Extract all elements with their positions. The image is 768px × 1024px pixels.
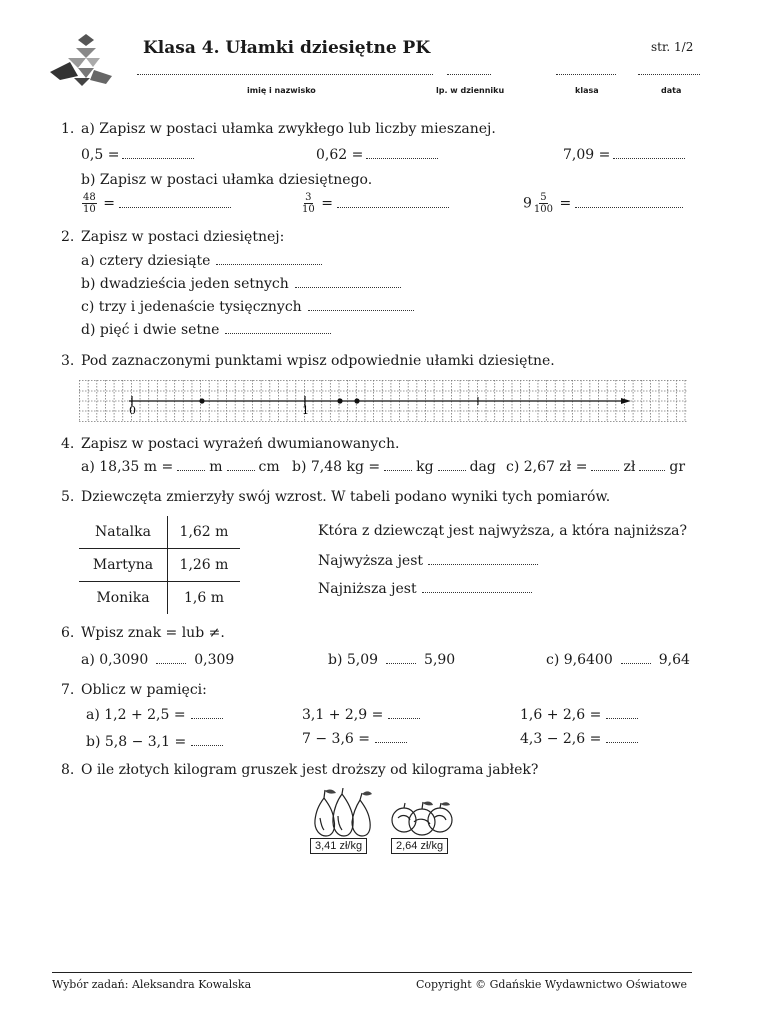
- task-8-number: 8.: [61, 762, 75, 778]
- page-title: Klasa 4. Ułamki dziesiętne PK: [143, 38, 431, 58]
- fraction: $\frac{5}{100}$: [533, 192, 554, 215]
- footer-copyright: Copyright © Gdańskie Wydawnictwo Oświatowe: [416, 978, 688, 991]
- task-1b-item-1: $\frac{48}{10}$ =: [80, 192, 231, 215]
- task-7-row1-item-1: a) 1,2 + 2,5 =: [86, 706, 223, 723]
- answer-line[interactable]: [428, 552, 538, 565]
- fraction: $\frac{3}{10}$: [302, 192, 315, 215]
- task-1a-item-1: 0,5 =: [81, 146, 194, 163]
- footer-author: Wybór zadań: Aleksandra Kowalska: [52, 978, 252, 991]
- task-4-item-c: c) 2,67 zł = zł gr: [506, 459, 686, 475]
- answer-line[interactable]: [613, 146, 685, 159]
- number-line-grid: [79, 380, 687, 422]
- task-1b-item-3: 9 $\frac{5}{100}$ =: [523, 192, 683, 215]
- task-1a-item-3: 7,09 =: [563, 146, 685, 163]
- answer-line[interactable]: [216, 252, 322, 265]
- date-label: data: [661, 86, 682, 95]
- table-row: [79, 516, 240, 549]
- table-row: [79, 582, 240, 615]
- point-b: [337, 398, 342, 403]
- table-cell-height: 1,62 m: [179, 524, 229, 540]
- task-3-prompt: Pod zaznaczonymi punktami wpisz odpowiednie ułamki dziesiętne.: [81, 353, 555, 369]
- answer-line[interactable]: [295, 275, 401, 288]
- task-1b-item-2: $\frac{3}{10}$ =: [300, 192, 449, 215]
- task-3-number: 3.: [61, 353, 75, 369]
- task-1a-prompt: a) Zapisz w postaci ułamka zwykłego lub liczby mieszanej.: [81, 121, 496, 137]
- answer-line[interactable]: [621, 651, 651, 664]
- task-5-question: Która z dziewcząt jest najwyższa, a która najniższa?: [318, 523, 688, 539]
- table-row: [79, 549, 240, 582]
- answer-line[interactable]: [177, 458, 205, 471]
- point-a: [199, 398, 204, 403]
- task-2-item-a: a) cztery dziesiąte: [81, 252, 322, 269]
- answer-line[interactable]: [366, 146, 438, 159]
- table-cell-name: Natalka: [79, 516, 168, 549]
- answer-line[interactable]: [119, 195, 231, 208]
- height-table: [79, 516, 240, 614]
- answer-line[interactable]: [337, 195, 449, 208]
- footer-divider: [52, 972, 692, 973]
- task-6-prompt: Wpisz znak = lub ≠.: [81, 625, 225, 641]
- class-label: klasa: [575, 86, 599, 95]
- task-8-prompt: O ile złotych kilogram gruszek jest droższy od kilograma jabłek?: [81, 762, 539, 778]
- answer-line[interactable]: [384, 458, 412, 471]
- task-2-prompt: Zapisz w postaci dziesiętnej:: [81, 229, 285, 245]
- task-5-tallest: Najwyższa jest: [318, 552, 538, 569]
- task-4-item-a: a) 18,35 m = m cm: [81, 459, 280, 475]
- fraction: $\frac{48}{10}$: [83, 192, 96, 215]
- answer-line[interactable]: [388, 706, 420, 719]
- answer-line[interactable]: [225, 321, 331, 334]
- answer-line[interactable]: [308, 298, 414, 311]
- task-7-row1-item-3: 1,6 + 2,6 =: [520, 706, 638, 723]
- class-line[interactable]: [556, 74, 616, 75]
- task-2-item-d: d) pięć i dwie setne: [81, 321, 331, 338]
- task-6-item-a: a) 0,3090 0,309: [81, 652, 235, 668]
- task-6-item-b: b) 5,09 5,90: [328, 652, 456, 668]
- task-7-row2-item-1: b) 5,8 − 3,1 =: [86, 733, 223, 750]
- price-pears: 3,41 zł/kg: [310, 838, 367, 854]
- answer-line[interactable]: [606, 730, 638, 743]
- answer-line[interactable]: [639, 458, 665, 471]
- answer-line[interactable]: [375, 730, 407, 743]
- task-4-item-b: b) 7,48 kg = kg dag: [292, 459, 496, 475]
- answer-line[interactable]: [591, 458, 619, 471]
- answer-line[interactable]: [227, 458, 255, 471]
- task-5-shortest: Najniższa jest: [318, 580, 532, 597]
- table-cell-height: 1,26 m: [168, 549, 241, 582]
- task-1-number: 1.: [61, 121, 75, 137]
- point-c: [354, 398, 359, 403]
- task-4-prompt: Zapisz w postaci wyrażeń dwumianowanych.: [81, 436, 400, 452]
- price-apples: 2,64 zł/kg: [391, 838, 448, 854]
- task-7-row1-item-2: 3,1 + 2,9 =: [302, 706, 420, 723]
- task-6-item-c: c) 9,6400 9,64: [546, 652, 690, 668]
- date-line[interactable]: [638, 74, 700, 75]
- answer-line[interactable]: [386, 651, 416, 664]
- label-one: 1: [302, 404, 309, 417]
- table-cell-name: Monika: [79, 582, 168, 615]
- pears-illustration: [312, 788, 374, 838]
- answer-line[interactable]: [122, 146, 194, 159]
- answer-line[interactable]: [575, 195, 683, 208]
- number-label: lp. w dzienniku: [436, 86, 505, 95]
- table-cell-name: Martyna: [79, 549, 168, 582]
- name-label: imię i nazwisko: [247, 86, 316, 95]
- axis-arrow: [621, 398, 631, 404]
- task-2-item-c: c) trzy i jedenaście tysięcznych: [81, 298, 414, 315]
- task-5-prompt: Dziewczęta zmierzyły swój wzrost. W tabeli podano wyniki tych pomiarów.: [81, 489, 611, 505]
- answer-line[interactable]: [156, 651, 186, 664]
- task-7-prompt: Oblicz w pamięci:: [81, 682, 207, 698]
- task-7-row2-item-2: 7 − 3,6 =: [302, 730, 407, 747]
- task-1b-prompt: b) Zapisz w postaci ułamka dziesiętnego.: [81, 172, 373, 188]
- task-7-number: 7.: [61, 682, 75, 698]
- task-5-number: 5.: [61, 489, 75, 505]
- publisher-logo: [48, 34, 114, 88]
- answer-line[interactable]: [438, 458, 466, 471]
- task-2-item-b: b) dwadzieścia jeden setnych: [81, 275, 401, 292]
- label-zero: 0: [129, 404, 136, 417]
- answer-line[interactable]: [606, 706, 638, 719]
- task-7-row2-item-3: 4,3 − 2,6 =: [520, 730, 638, 747]
- task-6-number: 6.: [61, 625, 75, 641]
- apples-illustration: [390, 798, 456, 838]
- task-1a-item-2: 0,62 =: [316, 146, 438, 163]
- name-line[interactable]: [137, 74, 433, 75]
- number-line[interactable]: [447, 74, 491, 75]
- table-cell-height: 1,6 m: [184, 590, 224, 606]
- page-number: str. 1/2: [651, 40, 694, 54]
- answer-line[interactable]: [191, 706, 223, 719]
- answer-line[interactable]: [191, 733, 223, 746]
- task-2-number: 2.: [61, 229, 75, 245]
- answer-line[interactable]: [422, 580, 532, 593]
- task-4-number: 4.: [61, 436, 75, 452]
